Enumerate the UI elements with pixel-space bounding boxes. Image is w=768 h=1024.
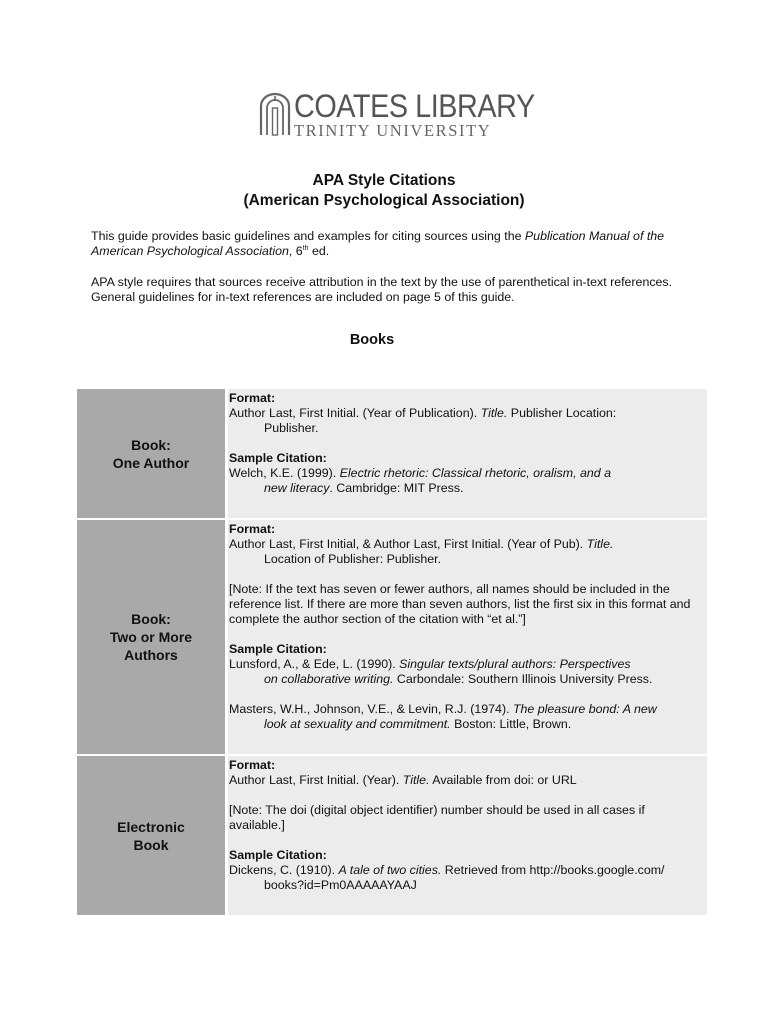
page-title: APA Style Citations [312,172,456,189]
row-label-cell [77,389,225,518]
sample-citation-1: Lunsford, A., & Ede, L. (1990). Singular texts/plural authors: Perspectives [229,657,631,671]
section-heading-books: Books [349,332,395,348]
intro-paragraph-2: APA style requires that sources receive attribution in the text by the use of parenthetical in-text references. General guidelines for in-text references are included on page 5 of this guide. [91,275,673,304]
row-content-cell [228,756,707,915]
format-heading: Format: [229,522,276,536]
format-line: Author Last, First Initial. (Year). Title. Available from doi: or URL [229,773,577,787]
table-row-electronic-book [77,756,707,915]
sample-heading: Sample Citation: [229,451,327,465]
sample-citation-1-cont: on collaborative writing. Carbondale: Southern Illinois University Press. [264,672,653,686]
tower-logo-icon [258,92,292,136]
page-subtitle: (American Psychological Association) [243,192,525,209]
sample-citation: Welch, K.E. (1999). Electric rhetoric: Classical rhetoric, oralism, and a [229,466,611,480]
table-row-book-multiple-authors [77,520,707,754]
logo-library-name: COATES LIBRARY [294,88,535,124]
sample-heading: Sample Citation: [229,642,327,656]
format-line-cont: Publisher. [264,421,319,435]
sample-citation-cont: new literacy. Cambridge: MIT Press. [264,481,464,495]
row-content-cell [228,520,707,754]
library-logo [258,88,535,140]
format-heading: Format: [229,391,276,405]
sample-citation-2-cont: look at sexuality and commitment. Boston: Little, Brown. [264,717,572,731]
sample-citation-2: Masters, W.H., Johnson, V.E., & Levin, R.J. (1974). The pleasure bond: A new [229,702,657,716]
row-label: Book: One Author [112,436,190,471]
logo-university-name: TRINITY UNIVERSITY [294,121,492,140]
format-line: Author Last, First Initial, & Author Last, First Initial. (Year of Pub). Title. [229,537,614,551]
table-row-book-one-author [77,389,707,518]
row-content-cell [228,389,707,518]
sample-citation-cont: books?id=Pm0AAAAAYAAJ [264,878,417,892]
format-note: [Note: If the text has seven or fewer authors, all names should be included in the reference list. If there are more than seven authors, list the first six in this format and complete the author section of the citation with “et al.”] [229,582,691,626]
format-line: Author Last, First Initial. (Year of Publication). Title. Publisher Location: [229,406,617,420]
row-label: Book: Two or More Authors [109,611,193,663]
sample-citation: Dickens, C. (1910). A tale of two cities. Retrieved from http://books.google.com/ [229,863,665,877]
row-label: Electronic Book [117,818,185,853]
format-line-cont: Location of Publisher: Publisher. [264,552,442,566]
row-label-cell [77,756,225,915]
intro-paragraph-1: This guide provides basic guidelines and examples for citing sources using the Publication Manual of the American Psychological Association, 6th ed. [91,229,665,258]
format-heading: Format: [229,758,276,772]
sample-heading: Sample Citation: [229,848,327,862]
format-note: [Note: The doi (digital object identifier) number should be used in all cases if available.] [229,803,645,832]
row-label-cell [77,520,225,754]
